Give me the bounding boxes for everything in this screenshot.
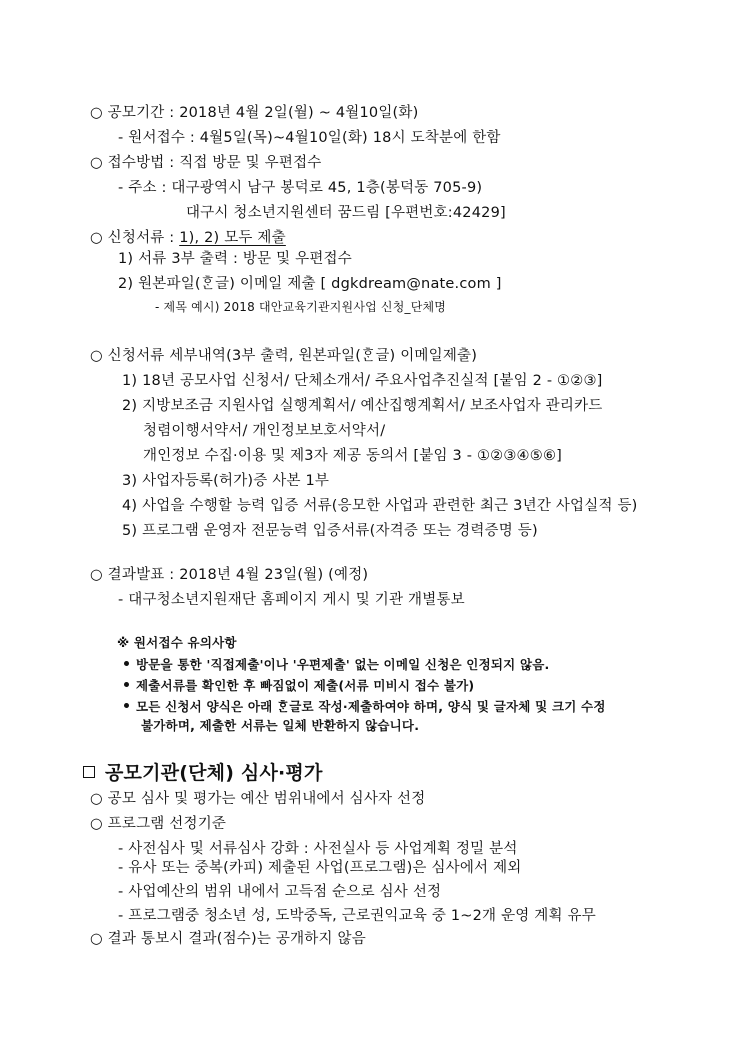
address-center-line: 대구시 청소년지원센터 꿈드림 [우편번호:42429] [186, 205, 506, 221]
review-line-1: ○ 공모 심사 및 평가는 예산 범위내에서 심사자 선정 [90, 791, 426, 807]
criteria-2: - 유사 또는 중복(카피) 제출된 사업(프로그램)은 심사에서 제외 [118, 860, 522, 876]
notice-bullet-3: 모든 신청서 양식은 아래 ᄒᆞᆫ글로 작성·제출하여야 하며, 양식 및 글자체 및 크기 수정 [124, 697, 606, 717]
bullet-icon [124, 661, 129, 666]
detail-item-4: 4) 사업을 수행할 능력 입증 서류(응모한 사업과 관련한 최근 3년간 사업실적 등) [122, 498, 638, 514]
detail-item-2b: 청렴이행서약서/ 개인정보보호서약서/ [143, 423, 386, 439]
section-heading: 공모기관(단체) 심사·평가 [83, 760, 323, 786]
address-line: - 주소 : 대구광역시 남구 봉덕로 45, 1층(봉덕동 705-9) [118, 180, 483, 196]
detail-item-3: 3) 사업자등록(허가)증 사본 1부 [122, 473, 330, 489]
notice-bullet-1: 방문을 통한 '직접제출'이나 '우편제출' 없는 이메일 신청은 인정되지 않음. [124, 655, 549, 675]
detail-item-2c: 개인정보 수집·이용 및 제3자 제공 동의서 [붙임 3 - ①②③④⑤⑥] [143, 448, 563, 464]
bullet-icon [124, 682, 129, 687]
documents-prefix: ○ 신청서류 : [90, 230, 180, 246]
title-example-line: - 제목 예시) 2018 대안교육기관지원사업 신청_단체명 [155, 300, 447, 314]
documents-line [90, 228, 286, 248]
detail-heading: ○ 신청서류 세부내역(3부 출력, 원본파일(ᄒᆞᆫ글) 이메일제출) [90, 348, 478, 364]
detail-item-1: 1) 18년 공모사업 신청서/ 단체소개서/ 주요사업추진실적 [붙임 2 - ①②③] [122, 373, 603, 389]
detail-item-5: 5) 프로그램 운영자 전문능력 입증서류(자격증 또는 경력증명 등) [122, 523, 538, 539]
checkbox-square-icon [83, 766, 95, 778]
period-line: ○ 공모기간 : 2018년 4월 2일(월) ~ 4월10일(화) [90, 105, 419, 121]
documents-underlined: 1), 2) 모두 제출 [179, 230, 286, 246]
doc-item-1: 1) 서류 3부 출력 : 방문 및 우편접수 [118, 251, 352, 267]
submission-line: - 원서접수 : 4월5일(목)~4월10일(화) 18시 도착분에 한함 [118, 130, 501, 146]
criteria-4: - 프로그램중 청소년 성, 도박중독, 근로권익교육 중 1~2개 운영 계획 유무 [118, 908, 596, 924]
result-line: ○ 결과발표 : 2018년 4월 23일(월) (예정) [90, 567, 369, 583]
notice-bullet-2: 제출서류를 확인한 후 빠짐없이 제출(서류 미비시 접수 불가) [124, 676, 474, 696]
criteria-3: - 사업예산의 범위 내에서 고득점 순으로 심사 선정 [118, 884, 442, 900]
result-detail-line: - 대구청소년지원재단 홈페이지 게시 및 기관 개별통보 [118, 592, 465, 608]
method-line: ○ 접수방법 : 직접 방문 및 우편접수 [90, 155, 322, 171]
review-line-2: ○ 프로그램 선정기준 [90, 816, 227, 832]
notice-title: ※ 원서접수 유의사항 [117, 635, 237, 650]
criteria-1: - 사전심사 및 서류심사 강화 : 사전실사 등 사업계획 정밀 분석 [118, 841, 518, 857]
detail-item-2: 2) 지방보조금 지원사업 실행계획서/ 예산집행계획서/ 보조사업자 관리카드 [122, 398, 603, 414]
doc-item-2: 2) 원본파일(ᄒᆞᆫ글) 이메일 제출 [ dgkdream@nate.com ] [118, 276, 502, 292]
review-line-3: ○ 결과 통보시 결과(점수)는 공개하지 않음 [90, 931, 366, 947]
notice-bullet-3-cont: 불가하며, 제출한 서류는 일체 반환하지 않습니다. [141, 718, 420, 733]
bullet-icon [124, 703, 129, 708]
